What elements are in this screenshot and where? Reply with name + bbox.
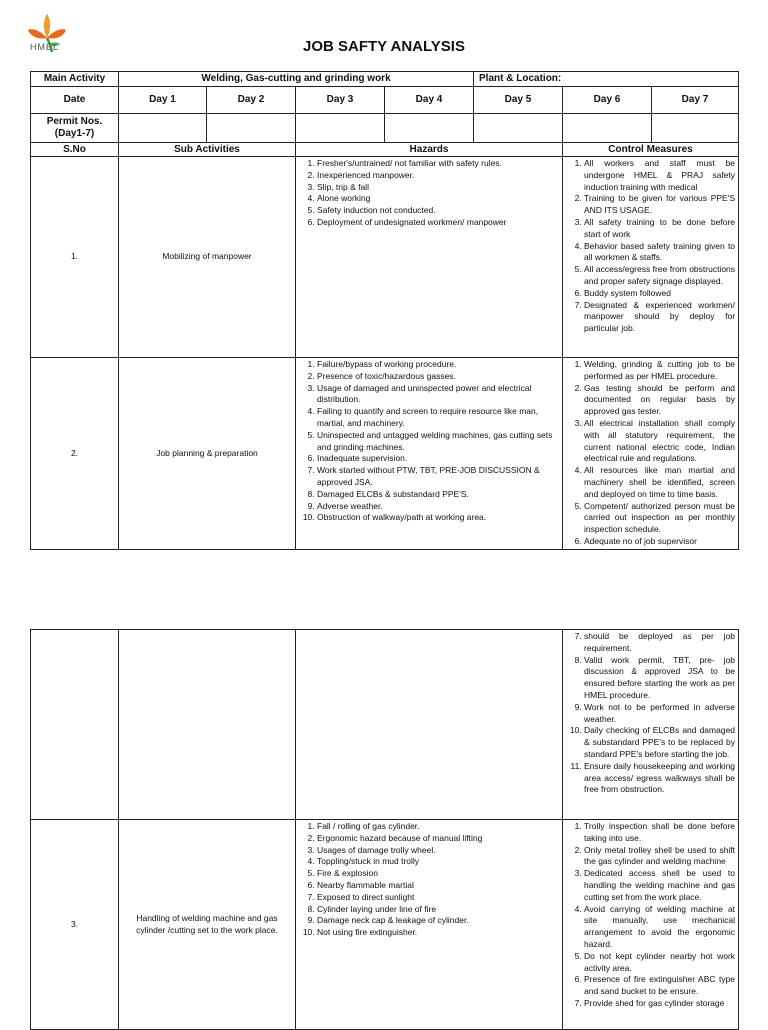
row-2-sno: 2. — [31, 358, 119, 550]
list-item: 3. All electrical installation shall comply with all statutory requirement, the current national electric code, Indian electrical rule and regulations. — [584, 418, 735, 465]
hazard-list — [299, 821, 559, 939]
plant-location-label: Plant & Location: — [474, 72, 739, 87]
row-2-controls — [563, 358, 739, 550]
list-item: 10. Not using fire extinguisher. — [317, 927, 559, 939]
list-item: 8. Damaged ELCBs & substandard PPE'S. — [317, 489, 559, 501]
list-item: 2. Presence of toxic/hazardous gasses. — [317, 371, 559, 383]
list-item: 5. Safety induction not conducted. — [317, 205, 559, 217]
list-item: 7. Work started without PTW, TBT, PRE-JOB DISCUSSION & approved JSA. — [317, 465, 559, 489]
control-list — [566, 359, 735, 548]
list-item: 7. Exposed to direct sunlight — [317, 892, 559, 904]
permit-day-7-cell — [652, 114, 739, 143]
col-header-sub-activities: Sub Activities — [119, 143, 296, 157]
row-2-controls-continued — [563, 630, 739, 820]
list-item: 4. Alone working — [317, 193, 559, 205]
list-item: 6. Presence of fire extinguisher ABC type and sand bucket to be ensure. — [584, 974, 735, 998]
hazard-list — [299, 158, 559, 229]
list-item: 7. should be deployed as per job requirement. — [584, 631, 735, 655]
table-row — [31, 157, 739, 358]
control-list — [566, 631, 735, 796]
list-item: 4. All resources like man martial and machinery shell be identified, screen and deployed on time to time basis. — [584, 465, 735, 500]
date-label: Date — [31, 87, 119, 114]
list-item: 5. Uninspected and untagged welding machines, gas cutting sets and grinding machines. — [317, 430, 559, 454]
list-item: 6. Deployment of undesignated workmen/ manpower — [317, 217, 559, 229]
list-item: 1. Welding, grinding & cutting job to be performed as per HMEL procedure. — [584, 359, 735, 383]
list-item: 9. Adverse weather. — [317, 501, 559, 513]
permit-day-6-cell — [563, 114, 652, 143]
list-item: 5. Fire & explosion — [317, 868, 559, 880]
list-item: 11. Ensure daily housekeeping and working area access/ egress walkways shall be free from obstruction. — [584, 761, 735, 796]
main-activity-value: Welding, Gas-cutting and grinding work — [119, 72, 474, 87]
day-5-header: Day 5 — [474, 87, 563, 114]
row-2-sub-activity: Job planning & preparation — [119, 358, 296, 550]
list-item: 4. Failing to quantify and screen to require resource like man, martial, and machinery. — [317, 406, 559, 430]
list-item: 7. Provide shed for gas cylinder storage — [584, 998, 735, 1010]
row-2-hazards — [296, 358, 563, 550]
list-item: 4. Behavior based safety training given to all workmen & staffs. — [584, 241, 735, 265]
page-title: JOB SAFTY ANALYSIS — [303, 38, 465, 55]
list-item: 5. Do not kept cylinder nearby hot work activity area. — [584, 951, 735, 975]
list-item: 4. Toppling/stuck in mud trolly — [317, 856, 559, 868]
list-item: 4. Avoid carrying of welding machine at site manually, use mechanical arrangement to avoid the ergonomic hazard. — [584, 904, 735, 951]
permit-day-1-cell — [119, 114, 207, 143]
row-1-controls — [563, 157, 739, 358]
list-item: 3. All safety training to be done before start of work — [584, 217, 735, 241]
row-1-sno: 1. — [31, 157, 119, 358]
control-list — [566, 821, 735, 1010]
list-item: 1. Trolly inspection shall be done before taking into use. — [584, 821, 735, 845]
list-item: 10. Obstruction of walkway/path at working area. — [317, 512, 559, 524]
list-item: 8. Valid work permit, TBT, pre- job discussion & approved JSA to be ensured before starting the work as per HMEL procedure. — [584, 655, 735, 702]
row-3-controls — [563, 820, 739, 1030]
permit-day-4-cell — [385, 114, 474, 143]
list-item: 3. Dedicated access shell be used to handling the welding machine and gas cutting set from the work place. — [584, 868, 735, 903]
list-item: 6. Nearby flammable martial — [317, 880, 559, 892]
day-7-header: Day 7 — [652, 87, 739, 114]
list-item: 3. Slip, trip & fall — [317, 182, 559, 194]
list-item: 7. Designated & experienced workmen/ manpower should by deploy for particular job. — [584, 300, 735, 335]
permit-day-5-cell — [474, 114, 563, 143]
col-header-hazards: Hazards — [296, 143, 563, 157]
list-item: 10. Daily checking of ELCBs and damaged & substandard PPE's to be replaced by standard PPE's before starting the job. — [584, 725, 735, 760]
list-item: 9. Work not to be performed in adverse weather. — [584, 702, 735, 726]
row-3-sub-activity: Handling of welding machine and gas cylinder /cutting set to the work place. — [119, 820, 296, 1030]
list-item: 8. Cylinder laying under line of fire — [317, 904, 559, 916]
day-2-header: Day 2 — [207, 87, 296, 114]
day-4-header: Day 4 — [385, 87, 474, 114]
list-item: 6. Inadequate supervision. — [317, 453, 559, 465]
list-item: 1. Fresher's/untrained/ not familiar with safety rules. — [317, 158, 559, 170]
list-item: 3. Usages of damage trolly wheel. — [317, 845, 559, 857]
day-1-header: Day 1 — [119, 87, 207, 114]
day-6-header: Day 6 — [563, 87, 652, 114]
permit-day-2-cell — [207, 114, 296, 143]
logo-text: HMEL — [30, 42, 60, 52]
list-item: 2. Only metal trolley shell be used to shift the gas cylinder and welding machine — [584, 845, 735, 869]
row-2-cont-sub — [119, 630, 296, 820]
table-row — [31, 820, 739, 1030]
col-header-sno: S.No — [31, 143, 119, 157]
day-3-header: Day 3 — [296, 87, 385, 114]
list-item: 9. Damage neck cap & leakage of cylinder. — [317, 915, 559, 927]
jsa-table-page-1 — [30, 71, 739, 550]
list-item: 1. All workers and staff must be undergone HMEL & PRAJ safety induction training with medical — [584, 158, 735, 193]
list-item: 2. Training to be given for various PPE'S AND ITS USAGE. — [584, 193, 735, 217]
jsa-table-page-2 — [30, 629, 739, 1030]
list-item: 1. Fall / rolling of gas cylinder. — [317, 821, 559, 833]
control-list — [566, 158, 735, 335]
table-row — [31, 358, 739, 550]
row-2-cont-sno — [31, 630, 119, 820]
list-item: 5. Competent/ authorized person must be carried out inspection as per monthly inspection schedule. — [584, 501, 735, 536]
row-1-hazards — [296, 157, 563, 358]
list-item: 5. All access/egress free from obstructions and proper safety signage displayed. — [584, 264, 735, 288]
hazard-list — [299, 359, 559, 524]
main-activity-label: Main Activity — [31, 72, 119, 87]
row-3-hazards — [296, 820, 563, 1030]
row-1-sub-activity: Mobilizing of manpower — [119, 157, 296, 358]
permit-nos-label: Permit Nos. (Day1-7) — [31, 114, 119, 143]
list-item: 2. Inexperienced manpower. — [317, 170, 559, 182]
list-item: 3. Usage of damaged and uninspected power and electrical distribution. — [317, 383, 559, 407]
list-item: 1. Failure/bypass of working procedure. — [317, 359, 559, 371]
list-item: 6. Adequate no of job supervisor — [584, 536, 735, 548]
list-item: 2. Ergonomic hazard because of manual lifting — [317, 833, 559, 845]
col-header-control-measures: Control Measures — [563, 143, 739, 157]
row-2-cont-hazards — [296, 630, 563, 820]
table-row — [31, 630, 739, 820]
list-item: 2. Gas testing should be perform and documented on regular basis by approved gas tester. — [584, 383, 735, 418]
row-3-sno: 3. — [31, 820, 119, 1030]
list-item: 6. Buddy system followed — [584, 288, 735, 300]
permit-day-3-cell — [296, 114, 385, 143]
